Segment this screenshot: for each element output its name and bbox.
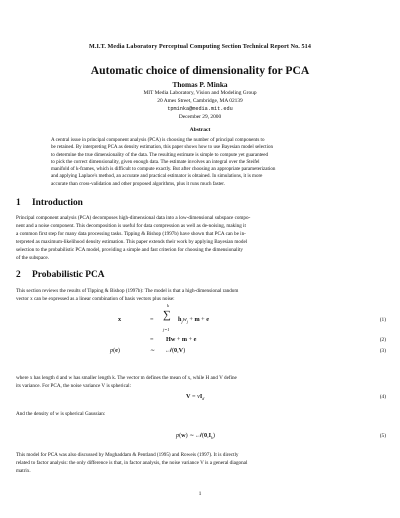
- abstract-line: accurate than cross-validation and other proposed algorithms, plus it runs much faster.: [51, 180, 225, 187]
- equation-number: (5): [379, 433, 386, 439]
- abstract-line: and applying Laplace's method, an accurate and practical estimator is obtained. In simulations, it is more: [51, 173, 263, 180]
- paper-date: December 29, 2000: [178, 114, 222, 120]
- body-line: And the density of w is spherical Gaussian:: [16, 411, 106, 417]
- body-line: its variance. For PCA, the noise variance V is spherical:: [16, 383, 132, 390]
- paper-title: Automatic choice of dimensionality for PCA: [90, 64, 310, 77]
- equation-number: (4): [379, 394, 386, 400]
- body-line: vector x can be expressed as a linear combination of basis vectors plus noise:: [16, 296, 175, 303]
- section-title: Introduction: [32, 198, 83, 208]
- equation-number: (3): [379, 348, 386, 354]
- body-line: This section reviews the results of Tipping & Bishop (1997b): The model is that a high-dimensional random: [16, 288, 239, 294]
- page-number: 1: [198, 491, 202, 497]
- abstract-line: manifold of k-frames, which is difficult to compute exactly. But after choosing an appropriate parameterization: [51, 166, 276, 173]
- section-heading-probabilistic-pca: [16, 270, 104, 280]
- equation-3-lhs: p(e): [110, 347, 120, 354]
- equation-2-rhs: Hw + m + e: [166, 336, 197, 343]
- report-line: M.I.T. Media Laboratory Perceptual Computing Section Technical Report No. 514: [89, 44, 311, 50]
- body-line: This model for PCA was also discussed by Moghaddam & Pentland (1995) and Roweis (1997). It is directly: [16, 452, 239, 458]
- body-line: nent and a noise component. This decomposition is useful for data compression as well as de-noising, making it: [16, 223, 246, 230]
- abstract-heading: Abstract: [189, 127, 211, 133]
- introduction-paragraph: [16, 214, 386, 263]
- variance-paragraph: [16, 374, 386, 390]
- address-line: 20 Ames Street, Cambridge, MA 02139: [157, 98, 243, 104]
- abstract-line: to pick the correct dimensionality, given enough data. The estimate involves an integral over the Steifel: [51, 158, 260, 165]
- abstract-body: [51, 137, 349, 188]
- body-line: related to factor analysis: the only difference is that, in factor analysis, the noise variance V is a general diagonal: [16, 460, 248, 467]
- body-line: terpreted as maximum-likelihood density estimation. This paper extends their work by applying Bayesian model: [16, 239, 248, 246]
- section-number: 2: [16, 270, 21, 280]
- body-line: where x has length d and w has smaller length k. The vector m defines the mean of x, while H and V define: [16, 375, 237, 381]
- abstract-line: to determine the true dimensionality of the data. The resulting estimate is simple to compute yet guaranteed: [51, 151, 269, 158]
- body-line: a common first step for many data processing tasks. Tipping & Bishop (1997b) have shown that PCA can be in-: [16, 231, 246, 238]
- ppca-paragraph: [16, 287, 386, 303]
- equation-1: x: [118, 316, 122, 323]
- sum-upper-limit: k: [167, 303, 169, 308]
- equation-5: p(w) ∼ $𝒩(0,I_k)$: [176, 432, 215, 441]
- equation-4: $V = vI_d$: [186, 393, 205, 402]
- equation-3-rhs: 𝒩(0,V): [166, 347, 186, 354]
- abstract-line: be retained. By interpreting PCA as density estimation, this paper shows how to use Bayesian model selection: [51, 144, 274, 151]
- author-name: Thomas P. Minka: [172, 80, 228, 89]
- equals-sign: =: [150, 336, 154, 343]
- equation-1-rhs: $h_jw_j + m + e$: [178, 316, 209, 325]
- body-line: of the subspace.: [16, 255, 49, 262]
- section-heading-introduction: [16, 198, 83, 208]
- sum-symbol: ∑: [163, 309, 171, 321]
- body-line: selection to the probabilistic PCA model, providing a simple and fast criterion for choosing the dimensionality: [16, 247, 244, 254]
- body-line: Principal component analysis (PCA) decomposes high-dimensional data into a low-dimensional subspace compo-: [16, 215, 251, 221]
- equation-number: (2): [379, 337, 386, 343]
- sum-lower-limit: j=1: [163, 327, 170, 332]
- tilde-sign: ∼: [150, 347, 156, 354]
- density-paragraph: [16, 410, 386, 418]
- factor-analysis-paragraph: [16, 451, 386, 475]
- section-number: 1: [16, 198, 21, 208]
- section-title: Probabilistic PCA: [32, 270, 105, 280]
- equals-sign: =: [150, 316, 154, 323]
- equation-number: (1): [379, 317, 386, 323]
- affiliation-line: MIT Media Laboratory, Vision and Modeling Group: [143, 90, 257, 96]
- body-line: matrix.: [16, 468, 31, 475]
- abstract-line: A central issue in principal component analysis (PCA) is choosing the number of principal components to: [51, 137, 265, 143]
- author-email: tpminka@media.mit.edu: [167, 106, 233, 112]
